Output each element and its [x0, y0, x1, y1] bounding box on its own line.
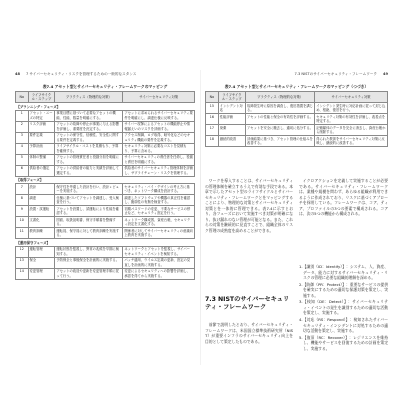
- lifecycle-step-cell: 調達: [28, 195, 55, 206]
- table-row: [206, 125, 388, 136]
- column-header: ライフサイクル・ステップ: [218, 92, 245, 103]
- practice-cell: 図面、取扱説明書、保守手順書を整備する。: [55, 217, 123, 228]
- table-row: [16, 228, 195, 239]
- function-list: [299, 264, 388, 351]
- phase-section-row: [16, 176, 195, 184]
- row-number-cell: 15: [206, 103, 219, 114]
- column-header: サイバーセキュリティ対策: [123, 92, 195, 103]
- list-item: 5.【復旧（RC：Recover）】：レジリエンスを維持し、機能やサービスを回復するための計画を策定し、実施する。: [299, 334, 388, 351]
- cybersecurity-cell: ネットワークとアセットを監視し、サイバーセキュリティ・イベントを検知する。: [123, 246, 195, 257]
- row-number-cell: 5: [16, 154, 29, 165]
- lifecycle-step-cell: 供給者の選定: [28, 165, 55, 176]
- column-header: プラクティス（物理的な対策）: [55, 92, 123, 103]
- cybersecurity-cell: サイバーセキュリティの責任者を任命し、役割と責任を明確にする。: [124, 155, 193, 164]
- row-number-cell: 11: [16, 228, 29, 239]
- practice-cell: アセットの保守性、信頼性、安全性に関する要件を定義する。: [55, 132, 123, 143]
- left-mapping-table: [15, 91, 195, 347]
- row-number-cell: 13: [16, 257, 29, 268]
- list-item: 4.【対応（RS：Respond）】：検知されたサイバーセキュリティ・インシデントに対処するための適切な活動を策定し、実施する。: [299, 317, 388, 334]
- practice-cell: 保守性を考慮した設計を行い、設計レビューを実施する。: [55, 184, 123, 195]
- left-running-header: [15, 72, 195, 77]
- list-item: 2.【防御（PR：Protect）】：重要なサービスの提供を確実にするための適切な保護対策を策定し、実施する。: [299, 281, 388, 298]
- left-running-title: 7 サイバーセキュリティ・リスクを管理するための一般的なスタンス: [26, 72, 137, 76]
- table-header-row: [16, 92, 195, 103]
- cybersecurity-cell: 関係者に対してサイバーセキュリティの意識向上教育を実施する。: [124, 228, 193, 238]
- table-row: [16, 121, 195, 132]
- cybersecurity-cell: セキュリティ対策に必要なコストを見積もり、予算に含める。: [123, 143, 195, 154]
- row-number-cell: 1: [16, 110, 29, 121]
- practice-cell: アセットを安全に撤去し、適切に処分する。: [246, 125, 315, 136]
- lifecycle-step-cell: 設計: [28, 184, 55, 195]
- phase-label: 【運用保守フェーズ】: [16, 239, 195, 247]
- cybersecurity-cell: パッチ適用、ウイルス定義の更新、設定の見直しを計画的に実施する。: [123, 257, 195, 268]
- row-number-cell: 10: [16, 217, 29, 228]
- practice-cell: 事業目標に基づいて必要なアセットの機能、性能、数量を明確にする。: [55, 110, 123, 121]
- table-row: [16, 154, 195, 165]
- lifecycle-step-cell: リスク評価: [28, 121, 55, 132]
- lifecycle-step-cell: インシデント対応: [218, 103, 245, 114]
- right-running-header: [205, 72, 388, 77]
- cybersecurity-cell: セキュリティ対策の有効性を評価し、改善点を特定する。: [315, 114, 388, 125]
- cybersecurity-cell: 供給者のサイバーセキュリティ管理体制を評価し、サプライチェーン・リスクを管理する。: [124, 166, 193, 175]
- cybersecurity-cell: 初期パスワードの変更、不要なサービスの停止など、セキュリティ設定を行う。: [123, 206, 195, 217]
- practice-cell: アセットを設置し、試運転により性能を確認する。: [55, 206, 123, 217]
- left-page-number: 48: [15, 72, 21, 76]
- row-number-cell: 2: [16, 121, 29, 132]
- cybersecurity-cell: セキュリティ・バイ・デザインの考え方に基づき、ネットワーク構成を設計する。: [123, 184, 195, 195]
- table-row: [16, 268, 195, 279]
- phase-section-row: [16, 103, 195, 111]
- column-header: ライフサイクル・ステップ: [28, 92, 55, 103]
- practice-cell: アセットの改造や更新を変更管理手順に従って行う。: [55, 268, 123, 279]
- table-row: [16, 217, 195, 228]
- body-paragraph: 前節で説明したとおり、サイバーセキュリティ・フレームワークは、米国国立標準技術研究所（NIST）が重要インフラのサイバーセキュリティ向上を目的として策定したものである。: [205, 322, 293, 344]
- cybersecurity-cell: アセットに求められるサイバーセキュリティ要件を明確にし、調達仕様に反映する。: [124, 111, 193, 120]
- cybersecurity-cell: サイバー攻撃によるアセットの機能停止や情報漏えいのリスクを評価する。: [123, 121, 195, 132]
- row-number-cell: 14: [16, 268, 29, 279]
- right-mapping-table: [205, 91, 388, 173]
- lifecycle-step-cell: 運転管理: [28, 246, 55, 257]
- lifecycle-step-cell: 文書化: [28, 217, 55, 228]
- table-body: [206, 103, 388, 147]
- row-number-cell: 3: [16, 132, 29, 143]
- right-table-caption: 表7.4 アセット型とサイバーセキュリティ・フレームワークのマッピング（つづき）: [224, 84, 369, 89]
- cybersecurity-cell: インシデント発生時に対応計画に従って封じ込め、根絶、復旧を行う。: [315, 103, 388, 114]
- practice-cell: 評価結果に基づき、アセット管理の仕組みを改善する。: [247, 136, 313, 145]
- lifecycle-step-cell: 保全: [28, 257, 55, 268]
- phase-section-row: [16, 239, 195, 247]
- core-functions-list: [299, 264, 388, 363]
- section-heading: [205, 296, 293, 318]
- phase-label: 【取得フェーズ】: [16, 176, 195, 184]
- cybersecurity-cell: ネットワーク構成図、資産台帳、セキュリティ設定を文書化する。: [123, 217, 195, 228]
- lifecycle-step-cell: 教育訓練: [28, 228, 55, 239]
- table-row: [206, 103, 388, 114]
- practice-cell: 運転状態を監視し、異常の兆候を早期に検知する。: [55, 246, 123, 257]
- row-number-cell: 17: [206, 125, 219, 136]
- table-row: [16, 206, 195, 217]
- row-number-cell: 8: [16, 195, 29, 206]
- lifecycle-step-cell: 変更管理: [28, 268, 55, 279]
- table-body: [16, 103, 195, 280]
- lifecycle-step-cell: 継続的改善: [218, 136, 245, 147]
- mapping-table: [15, 91, 195, 280]
- column-header: サイバーセキュリティ対策: [315, 92, 388, 103]
- practice-cell: ライフサイクル・コストを見積もり、予算を確保する。: [55, 143, 123, 154]
- table-row: [16, 143, 195, 154]
- practice-cell: アセットの性能と保全の有効性を評価する。: [246, 114, 315, 125]
- table-row: [16, 165, 195, 176]
- list-item: 3.【検知（DE：Detect）】：サイバーセキュリティ・イベントの発生を識別するための適切な活動を策定し、実施する。: [299, 299, 388, 316]
- row-number-cell: 6: [16, 165, 29, 176]
- table-header-row: [206, 92, 388, 103]
- lifecycle-step-cell: 設置・試運転: [28, 206, 55, 217]
- body-paragraph: ワークを導入することは、サイバーセキュリティの管理体制を確立するうえで有効な手段である。本章で示したアセット型のライフサイクルとサイバーセキュリティ・フレームワークとをマッピングすることにより、物理的な対策とサイバーセキュリティ対策とを一体的に管理できる。表7.4に示すとおり、各フェーズにおいて実施すべき対策が明確になり、抜け漏れのない管理が可能となる。また、これらの対策を継続的に見直すことで、組織全体のリスク管理の成熟度を高めることができる。: [205, 178, 293, 233]
- list-item: 1.【識別（ID：Identify）】：システム、人、資産、データ、能力に対するサイバーセキュリティ・リスクの管理に必要な組織的理解を深める。: [299, 264, 388, 280]
- lifecycle-step-cell: アセット・ニーズの特定: [28, 110, 55, 121]
- lifecycle-step-cell: 性能評価: [218, 114, 245, 125]
- practice-cell: アセットの管理責任者と役割分担を明確にする。: [55, 154, 123, 165]
- cybersecurity-cell: 変更によるセキュリティへの影響を評価し、承認を得てから実施する。: [123, 268, 195, 279]
- page-gutter: [200, 70, 201, 365]
- lifecycle-step-cell: 体制の整備: [28, 154, 55, 165]
- column-header: No: [206, 92, 219, 103]
- cybersecurity-cell: 調達したソフトウェアや機器の真正性を確認し、脆弱性の有無を検査する。: [123, 195, 195, 206]
- left-table-caption: 表7.4 アセット型とサイバーセキュリティ・フレームワークのマッピング: [42, 84, 168, 89]
- table-row: [16, 195, 195, 206]
- lifecycle-step-cell: 予算計画: [28, 143, 55, 154]
- practice-cell: 運転員、保守員に対して教育訓練を実施する。: [55, 228, 123, 239]
- row-number-cell: 16: [206, 114, 219, 125]
- table-row: [206, 136, 388, 147]
- table-row: [16, 246, 195, 257]
- practice-cell: アセットの供給者の能力と実績を評価して選定する。: [55, 165, 123, 176]
- practice-cell: 故障発生時に原因を調査し、復旧措置を講じる。: [247, 103, 313, 112]
- right-running-title: 7.3 NISTのサイバーセキュリティ・フレームワーク: [294, 72, 377, 76]
- mapping-table-continued: [205, 91, 388, 147]
- practice-cell: アセットの故障や停止が事業に与える影響を評価し、重要度を決定する。: [55, 121, 123, 132]
- table-row: [16, 184, 195, 195]
- row-number-cell: 7: [16, 184, 29, 195]
- table-row: [16, 132, 195, 143]
- row-number-cell: 12: [16, 246, 29, 257]
- phase-label: 【プランニング・フェーズ】: [16, 103, 195, 111]
- row-number-cell: 9: [16, 206, 29, 217]
- right-page-number: 49: [382, 72, 388, 76]
- row-number-cell: 4: [16, 143, 29, 154]
- body-paragraph: イクロアクションを定義して実施することが必要である。サイバーセキュリティ・フレームワークは、業種や規模を問わず、あらゆる組織が利用できるように作成されており、リスクに基づくアプローチを採用している。フレームワークは、コア、ティア、プロファイルの3つの要素で構成される。コアは、次の5つの機能から構成される。: [299, 178, 388, 216]
- section-title: NISTのサイバーセキュリティ・フレームワーク: [205, 296, 290, 311]
- table-row: [206, 114, 388, 125]
- row-number-cell: 18: [206, 136, 219, 147]
- column-header: プラクティス（物理的な対策）: [246, 92, 315, 103]
- section-number: 7.3: [205, 296, 216, 303]
- table-row: [16, 257, 195, 268]
- practice-cell: 予防保全と事後保全を計画的に実施する。: [55, 257, 123, 268]
- cybersecurity-cell: 記憶媒体のデータを完全に消去し、資産台帳から削除する。: [315, 125, 388, 136]
- practice-cell: 仕様に基づいてアセットを調達し、受入検査を行う。: [55, 195, 123, 206]
- cybersecurity-cell: 得られた教訓をサイバーセキュリティ対策に反映し、継続的に改善する。: [315, 136, 388, 147]
- cybersecurity-cell: アクセス制御、ログ取得、暗号化などのセキュリティ機能の要件を定義する。: [123, 132, 195, 143]
- lifecycle-step-cell: 廃棄: [218, 125, 245, 136]
- column-header: No: [16, 92, 29, 103]
- table-row: [16, 110, 195, 121]
- lifecycle-step-cell: 要件定義: [28, 132, 55, 143]
